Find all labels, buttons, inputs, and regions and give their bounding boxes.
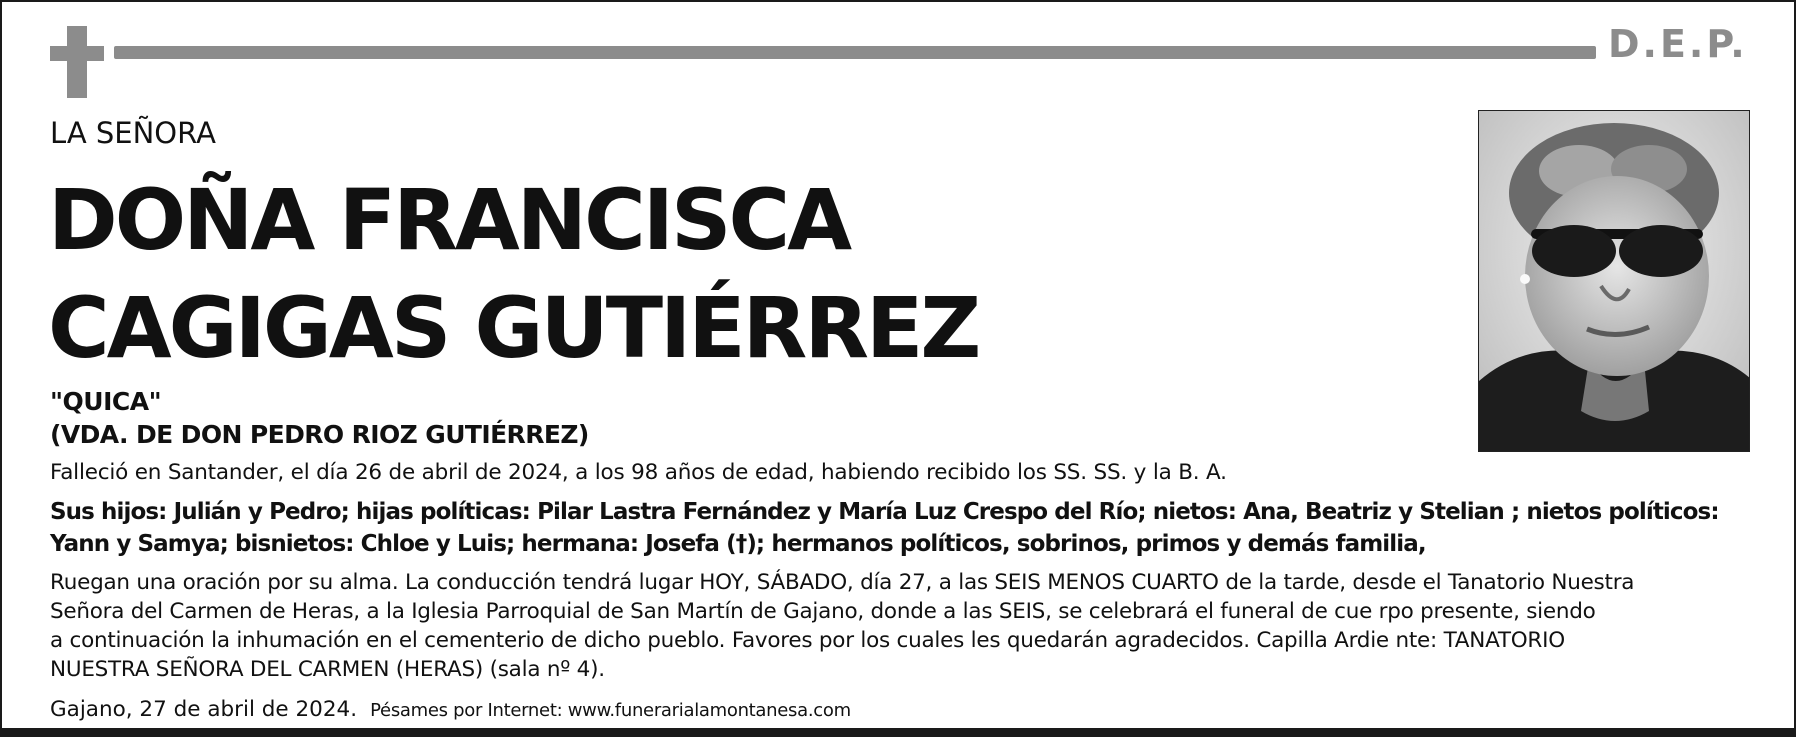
deceased-name-line-1: DOÑA FRANCISCA bbox=[48, 171, 850, 269]
death-notice-text: Falleció en Santander, el día 26 de abril de 2024, a los 98 años de edad, habiendo recibido los SS. SS. y la B. A. bbox=[50, 460, 1227, 485]
ceremony-line: NUESTRA SEÑORA DEL CARMEN (HERAS) (sala nº 4). bbox=[50, 657, 605, 682]
header-rule bbox=[114, 46, 1596, 59]
portrait-photo bbox=[1478, 110, 1750, 452]
title-prefix: LA SEÑORA bbox=[50, 116, 216, 150]
ceremony-line: Señora del Carmen de Heras, a la Iglesia Parroquial de San Martín de Gajano, donde a las SEIS, se celebrará el funeral de cue rpo presente, siendo bbox=[50, 599, 1596, 624]
nickname: "QUICA" bbox=[50, 387, 162, 416]
family-text: Sus hijos: Julián y Pedro; hijas políticas: Pilar Lastra Fernández y María Luz Crespo del Río; nietos: Ana, Beatriz y Stelian ; nietos políticos: Yann y Samya; bisnietos: Chloe y Luis; hermana: Josefa (†); hermanos políticos, sobrinos, primos y demás familia, bbox=[50, 499, 1719, 557]
deceased-name bbox=[48, 166, 978, 382]
ceremony-line: a continuación la inhumación en el cementerio de dicho pueblo. Favores por los cuales les quedarán agradecidos. Capilla Ardie nte: TANATORIO bbox=[50, 628, 1565, 653]
dep-label: D.E.P. bbox=[1608, 22, 1748, 66]
condolences-link[interactable]: Pésames por Internet: www.funerarialamontanesa.com bbox=[370, 700, 851, 721]
widow-of: (VDA. DE DON PEDRO RIOZ GUTIÉRREZ) bbox=[50, 420, 589, 449]
cross-icon bbox=[50, 26, 104, 98]
place-date: Gajano, 27 de abril de 2024. bbox=[50, 697, 358, 722]
deceased-name-line-2: CAGIGAS GUTIÉRREZ bbox=[48, 279, 979, 377]
ceremony-line: Ruegan una oración por su alma. La conducción tendrá lugar HOY, SÁBADO, día 27, a las SEIS MENOS CUARTO de la tarde, desde el Tanatorio Nuestra bbox=[50, 570, 1635, 595]
closing-line bbox=[50, 697, 851, 722]
ceremony-text bbox=[50, 568, 1750, 684]
